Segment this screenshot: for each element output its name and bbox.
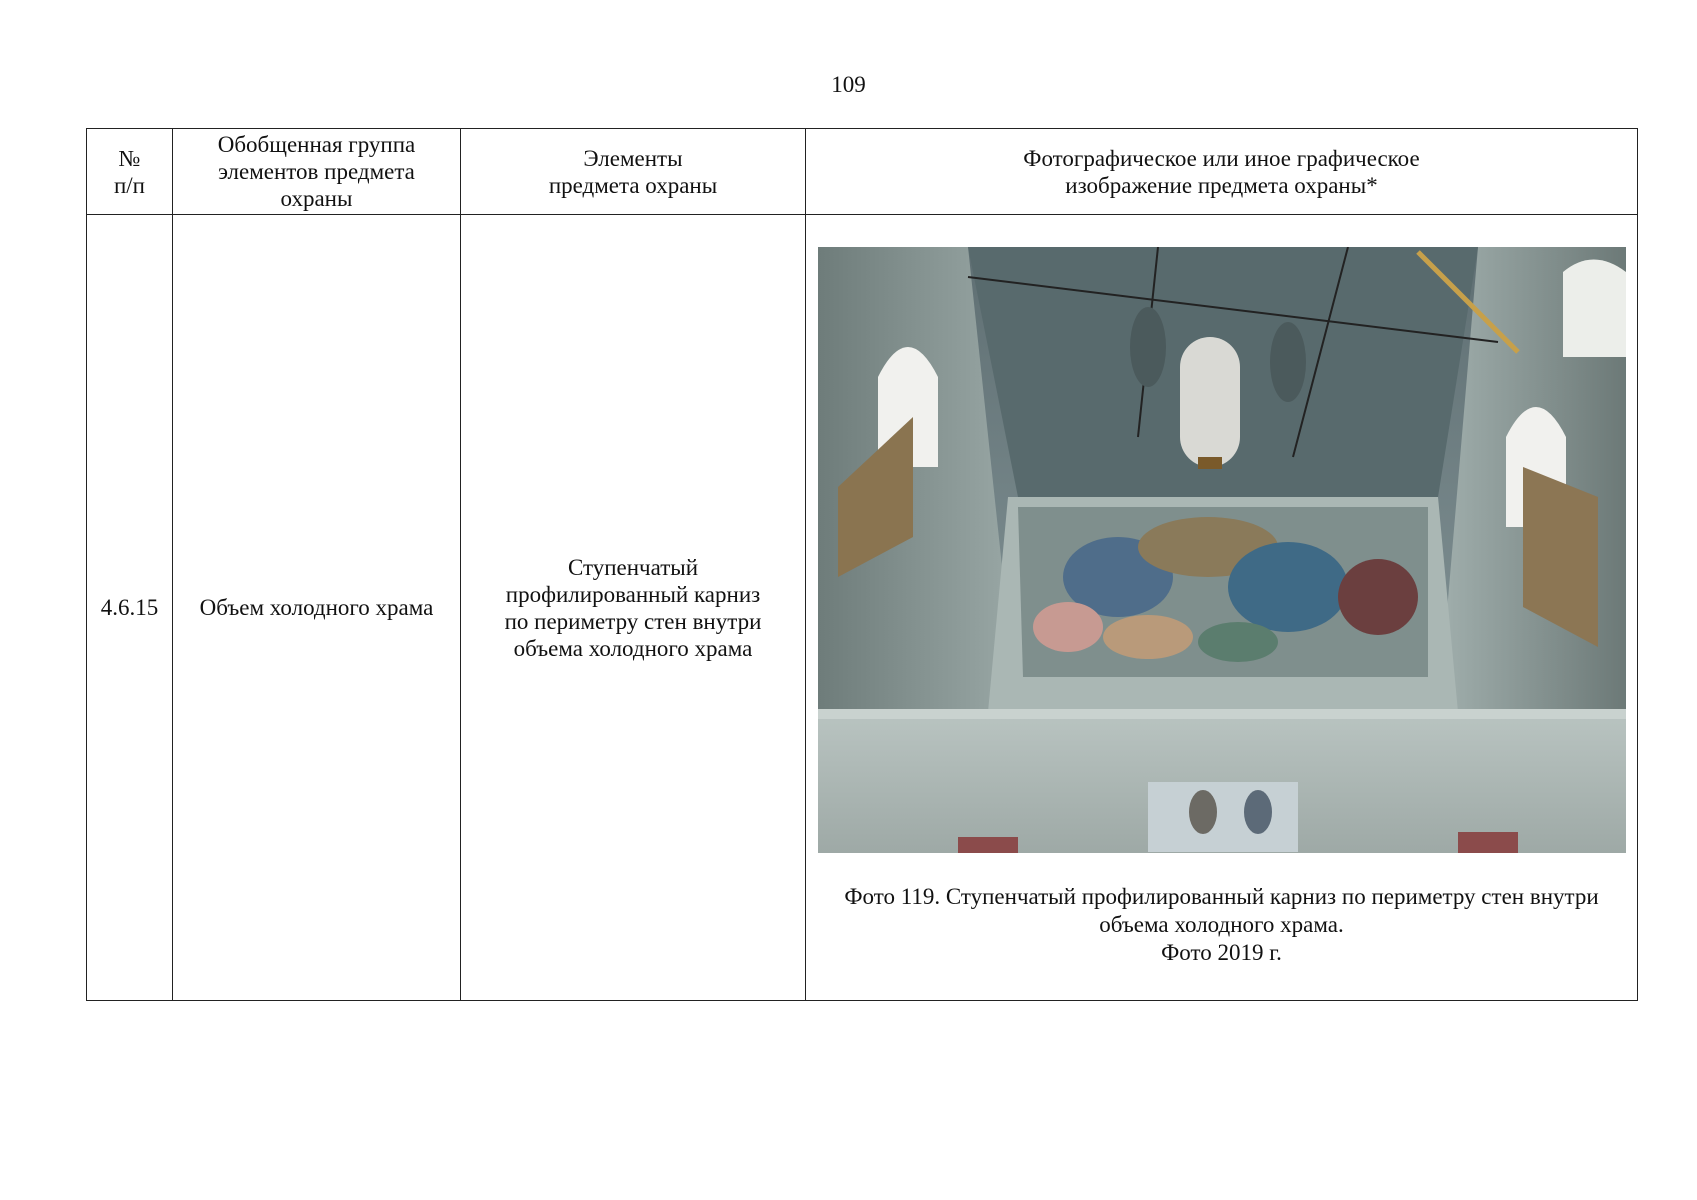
header-group: Обобщенная группа элементов предмета охраны: [173, 129, 461, 215]
row-image-cell: [806, 215, 1638, 1001]
church-interior-photo: [818, 247, 1626, 853]
row-group: Объем холодного храма: [173, 215, 461, 1001]
table-row: [87, 215, 1638, 1001]
header-image: Фотографическое или иное графическое изображение предмета охраны*: [806, 129, 1638, 215]
page-number: 109: [831, 72, 866, 97]
header-elements: Элементы предмета охраны: [461, 129, 806, 215]
header-number: № п/п: [87, 129, 173, 215]
row-element: Ступенчатый профилированный карниз по периметру стен внутри объема холодного храма: [461, 215, 806, 1001]
row-number: 4.6.15: [87, 215, 173, 1001]
photo-caption: Фото 119. Ступенчатый профилированный карниз по периметру стен внутри объема холодного храма. Фото 2019 г.: [844, 884, 1599, 965]
table-header-row: [87, 129, 1638, 215]
protection-table: [86, 128, 1638, 1001]
